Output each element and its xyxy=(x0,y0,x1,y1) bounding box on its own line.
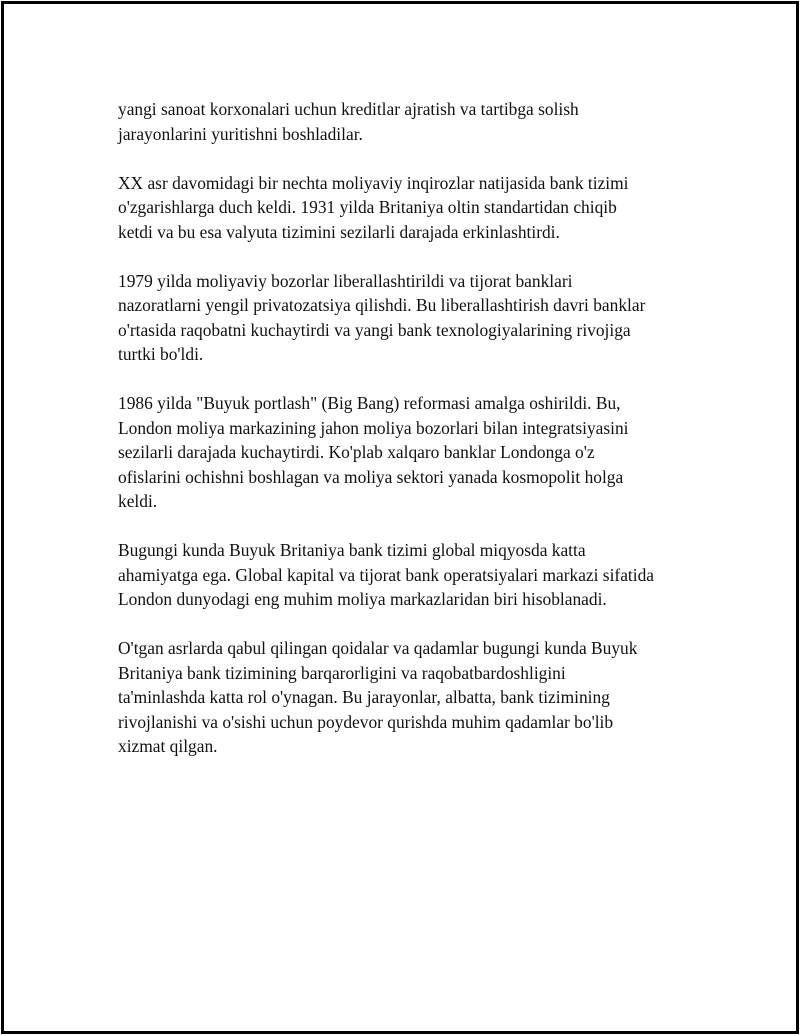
paragraph: 1986 yilda "Buyuk portlash" (Big Bang) reformasi amalga oshirildi. Bu, London moliya markazining jahon moliya bozorlari bilan integratsiyasini sezilarli darajada kuchaytirdi. Ko'plab xalqaro banklar Londonga o'z ofislarini ochishni boshlagan va moliya sektori yanada kosmopolit holga keldi. xyxy=(118,393,629,511)
document-page xyxy=(1,1,799,1034)
paragraph: Bugungi kunda Buyuk Britaniya bank tizimi global miqyosda katta ahamiyatga ega. Global kapital va tijorat bank operatsiyalari markazi sifatida London dunyodagi eng muhim moliya markazlaridan biri hisoblanadi. xyxy=(118,540,654,609)
document-body xyxy=(118,97,698,783)
paragraph: XX asr davomidagi bir nechta moliyaviy inqirozlar natijasida bank tizimi o'zgarishlarga duch keldi. 1931 yilda Britaniya oltin standartidan chiqib ketdi va bu esa valyuta tizimini sezilarli darajada erkinlashtirdi. xyxy=(118,172,629,242)
paragraph: 1979 yilda moliyaviy bozorlar liberallashtirildi va tijorat banklari nazoratlarni yengil privatozatsiya qilishdi. Bu liberallashtirish davri banklar o'rtasida raqobatni kuchaytirdi va yangi bank texnologiyalarining rivojiga turtki bo'ldi. xyxy=(118,270,646,364)
paragraph: O'tgan asrlarda qabul qilingan qoidalar va qadamlar bugungi kunda Buyuk Britaniya bank tizimining barqarorligini va raqobatbardoshligini ta'minlashda katta rol o'ynagan. Bu jarayonlar, albatta, bank tizimining rivojlanishi va o'sishi uchun poydevor qurishda muhim qadamlar bo'lib xizmat qilgan. xyxy=(118,638,638,756)
paragraph: yangi sanoat korxonalari uchun kreditlar ajratish va tartibga solish jarayonlarini yuritishni boshladilar. xyxy=(118,99,579,144)
